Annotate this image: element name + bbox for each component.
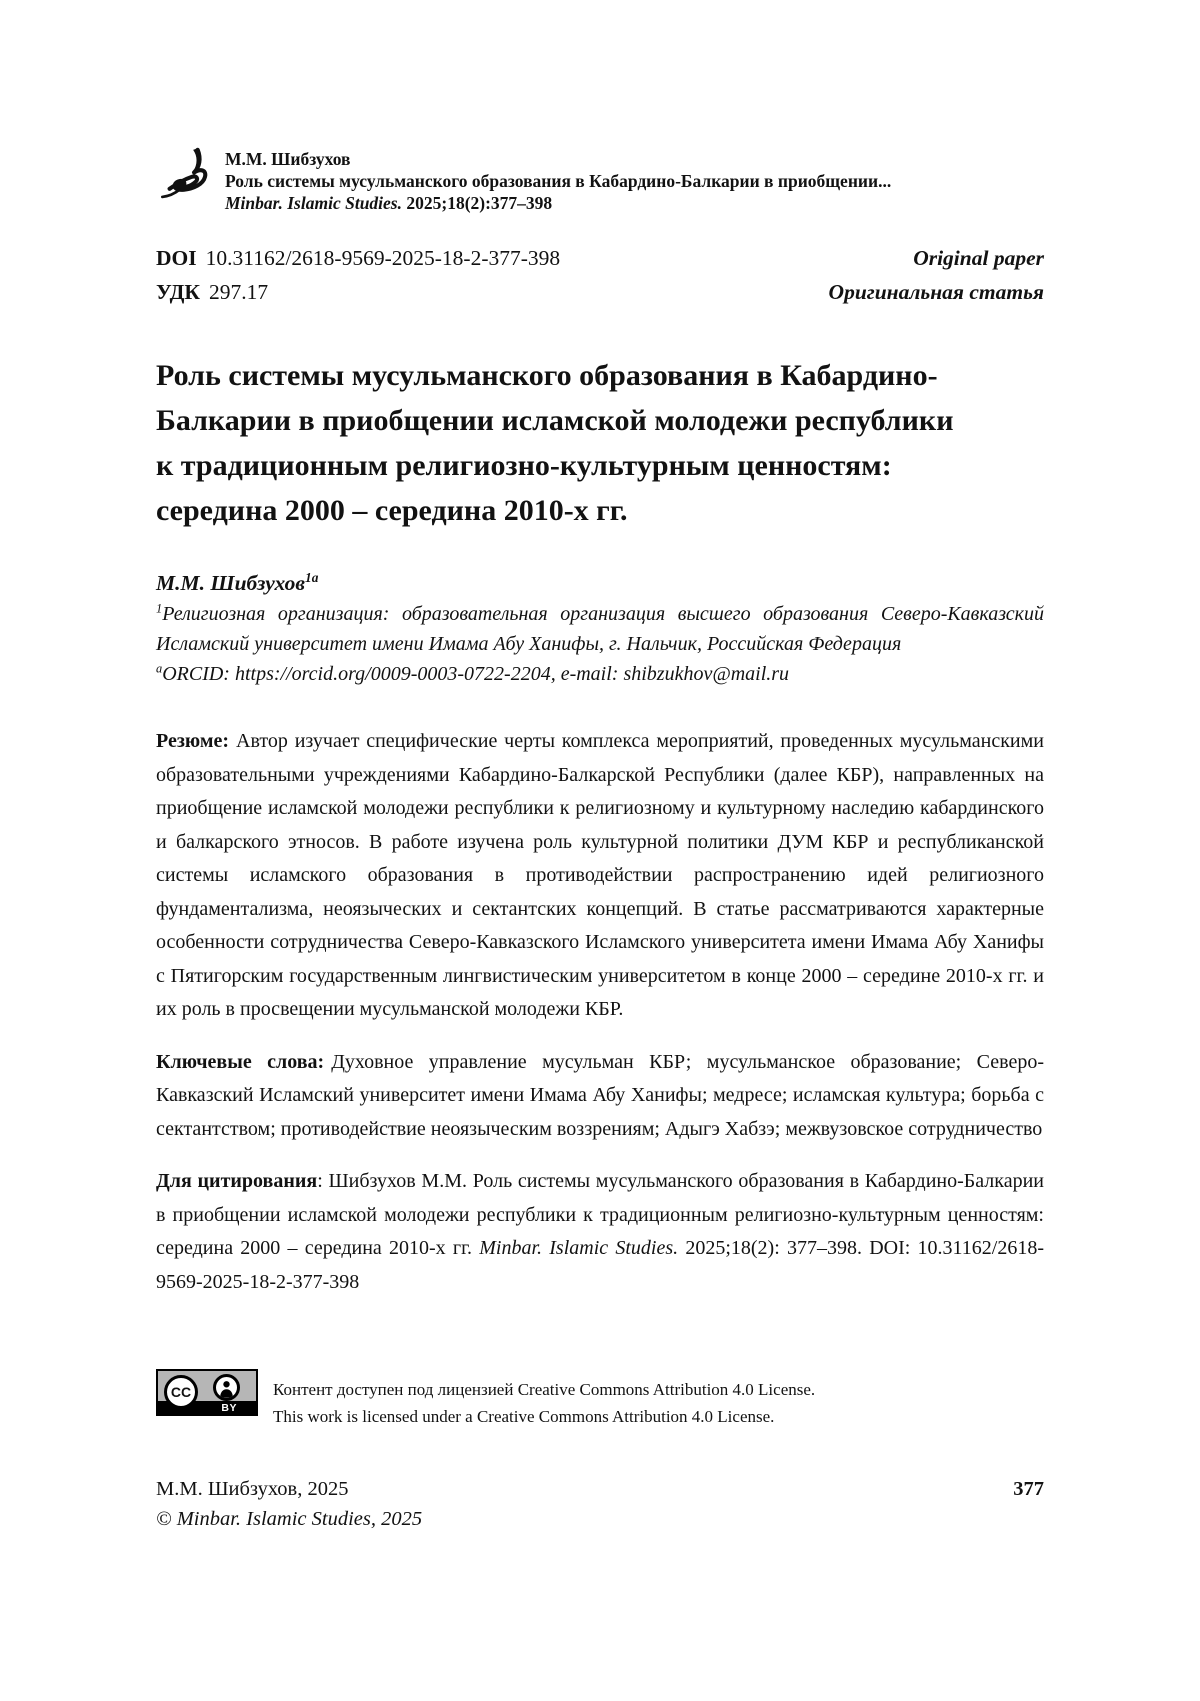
orcid-text: ORCID: https://orcid.org/0009-0003-0722-2204, e-mail: shibzukhov@mail.ru bbox=[162, 663, 790, 685]
header-running-title: Роль системы мусульманского образования в Кабардино-Балкарии в приобщении... bbox=[225, 171, 892, 191]
doi-label: DOI bbox=[156, 246, 197, 270]
doi bbox=[156, 241, 560, 275]
author-affiliation bbox=[156, 599, 1044, 659]
doi-row bbox=[156, 241, 1044, 275]
keywords bbox=[156, 1046, 1044, 1147]
abstract bbox=[156, 725, 1044, 1027]
article-meta bbox=[156, 241, 1044, 309]
header-author: М.М. Шибзухов bbox=[225, 149, 351, 169]
title-line: середина 2000 – середина 2010-х гг. bbox=[156, 494, 628, 527]
license-text bbox=[273, 1369, 815, 1430]
keywords-text: Духовное управление мусульман КБР; мусульманское образование; Северо-Кавказский Исламский университет имени Имама Абу Ханифы; медресе; исламская культура; борьба с сектантством; противодействие неоязыческим воззрениям; Адыгэ Хабзэ; межвузовское сотрудничество bbox=[156, 1050, 1044, 1140]
cc-icon-text: CC bbox=[170, 1384, 192, 1400]
license-line-ru: Контент доступен под лицензией Creative Commons Attribution 4.0 License. bbox=[273, 1380, 816, 1399]
abstract-text: Автор изучает специфические черты комплекса мероприятий, проведенных мусульманскими образовательными учреждениями Кабардино-Балкарской Республики (далее КБР), направленных на приобщение исламской молодежи республики к религиозному и культурному наследию кабардинского и балкарского этносов. В работе изучена роль культурной политики ДУМ КБР и республиканской системы исламского образования в противодействии распространению идей религиозного фундаментализма, неоязыческих и сектантских концепций. В статье рассматриваются характерные особенности сотрудничества Северо-Кавказского Исламского университета имени Имама Абу Ханифы с Пятигорским государственным лингвистическим университетом в конце 2000 – середине 2010-х гг. и их роль в просвещении мусульманской молодежи КБР. bbox=[156, 730, 1044, 1020]
udk bbox=[156, 275, 268, 309]
affiliation-marker: 1 bbox=[156, 601, 163, 616]
header-journal-ref bbox=[225, 192, 891, 214]
udk-row bbox=[156, 275, 1044, 309]
citation-text-2: 2025;18(2): 377–398. DOI: 10.31162/2618-9569-2025-18-2-377-398 bbox=[156, 1237, 1045, 1293]
article-title bbox=[156, 353, 1044, 533]
journal-logo-calligraphy-icon bbox=[156, 144, 214, 210]
citation bbox=[156, 1165, 1044, 1299]
running-header bbox=[156, 146, 1044, 214]
orcid-marker: a bbox=[156, 661, 163, 676]
udk-value: 297.17 bbox=[209, 280, 269, 304]
header-journal-name: Minbar. Islamic Studies. bbox=[225, 193, 402, 213]
title-line: Роль системы мусульманского образования в Кабардино- bbox=[156, 359, 938, 392]
doi-value: 10.31162/2618-9569-2025-18-2-377-398 bbox=[205, 246, 561, 270]
title-line: к традиционным религиозно-культурным ценностям: bbox=[156, 449, 892, 482]
header-journal-issue: 2025;18(2):377–398 bbox=[402, 193, 553, 213]
author-superscript: 1a bbox=[305, 569, 319, 585]
cc-by-badge-icon bbox=[156, 1369, 258, 1416]
attribution-person-icon bbox=[213, 1374, 240, 1401]
cc-icon bbox=[164, 1375, 198, 1409]
orcid-line bbox=[156, 659, 1044, 689]
abstract-label: Резюме: bbox=[156, 730, 230, 752]
paper-type-en: Original paper bbox=[913, 246, 1044, 270]
header-citation-block bbox=[225, 146, 891, 214]
copyright-journal: © Minbar. Islamic Studies, 2025 bbox=[156, 1508, 423, 1530]
citation-label: Для цитирования bbox=[156, 1170, 318, 1192]
author-name-text: М.М. Шибзухов bbox=[156, 571, 306, 595]
citation-text-1: : Шибзухов М.М. Роль системы мусульманского образования в Кабардино-Балкарии в приобщении исламской молодежи республики к традиционным религиозно-культурным ценностям: середина 2000 – середина 2010-х гг. bbox=[156, 1170, 1044, 1259]
cc-by-label: BY bbox=[221, 1402, 237, 1414]
license-block bbox=[156, 1369, 1044, 1430]
copyright-author: М.М. Шибзухов, 2025 bbox=[156, 1478, 349, 1500]
author-name bbox=[156, 569, 1044, 597]
page-footer bbox=[156, 1474, 1044, 1534]
keywords-label: Ключевые слова: bbox=[156, 1050, 325, 1073]
paper-type-ru: Оригинальная статья bbox=[828, 280, 1044, 304]
citation-journal-name: Minbar. Islamic Studies. bbox=[479, 1237, 679, 1259]
title-line: Балкарии в приобщении исламской молодежи республики bbox=[156, 404, 954, 437]
udk-label: УДК bbox=[156, 280, 200, 304]
page-number: 377 bbox=[1013, 1478, 1044, 1500]
copyright-block bbox=[156, 1474, 422, 1534]
affiliation-text: Религиозная организация: образовательная организация высшего образования Северо-Кавказский Исламский университет имени Имама Абу Ханифы, г. Нальчик, Российская Федерация bbox=[156, 603, 1044, 655]
license-line-en: This work is licensed under a Creative Commons Attribution 4.0 License. bbox=[273, 1406, 775, 1426]
